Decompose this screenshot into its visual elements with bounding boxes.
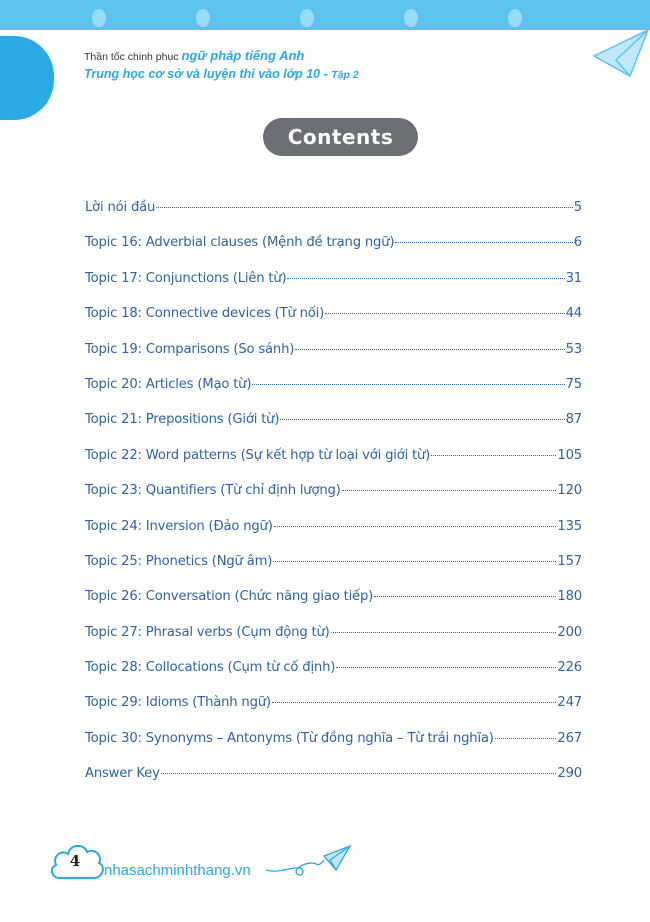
- toc-entry[interactable]: [85, 695, 582, 730]
- toc-entry-title: Topic 27: Phrasal verbs (Cụm động từ): [85, 624, 330, 640]
- toc-entry-page: 157: [557, 553, 582, 569]
- toc-entry-page: 267: [557, 730, 582, 746]
- toc-entry-title: Topic 22: Word patterns (Sự kết hợp từ loại với giới từ): [85, 447, 431, 463]
- toc-leader-dots: [156, 207, 573, 208]
- toc-leader-dots: [161, 773, 557, 774]
- book-title-line1: [84, 48, 304, 63]
- toc-entry-page: 226: [557, 660, 582, 676]
- toc-entry-title: Topic 26: Conversation (Chức năng giao tiếp): [85, 589, 374, 605]
- book-volume: Tập 2: [331, 69, 359, 81]
- toc-entry-title: Topic 20: Articles (Mạo từ): [85, 376, 252, 392]
- toc-leader-dots: [287, 278, 564, 279]
- toc-entry[interactable]: [85, 766, 582, 801]
- toc-entry[interactable]: [85, 306, 582, 341]
- book-subtitle: Trung học cơ sở và luyện thi vào lớp 10 -: [84, 67, 332, 81]
- paper-plane-icon: [590, 26, 650, 82]
- toc-entry-page: 75: [565, 376, 582, 392]
- toc-entry[interactable]: [85, 377, 582, 412]
- toc-leader-dots: [280, 419, 564, 420]
- toc-entry-page: 290: [557, 766, 582, 782]
- toc-entry[interactable]: [85, 342, 582, 377]
- toc-entry-title: Topic 19: Comparisons (So sánh): [85, 341, 295, 357]
- toc-entry[interactable]: [85, 731, 582, 766]
- toc-leader-dots: [374, 596, 556, 597]
- toc-entry-page: 6: [573, 235, 582, 251]
- toc-entry-title: Topic 25: Phonetics (Ngữ âm): [85, 553, 273, 569]
- toc-entry-title: Topic 30: Synonyms – Antonyms (Từ đồng nghĩa – Từ trái nghĩa): [85, 730, 494, 746]
- toc-entry-page: 53: [565, 341, 582, 357]
- toc-leader-dots: [252, 384, 564, 385]
- toc-entry[interactable]: [85, 200, 582, 235]
- toc-entry-page: 87: [565, 412, 582, 428]
- toc-leader-dots: [431, 455, 556, 456]
- toc-leader-dots: [295, 349, 564, 350]
- toc-leader-dots: [395, 242, 573, 243]
- website-link[interactable]: nhasachminhthang.vn: [104, 862, 251, 879]
- toc-leader-dots: [336, 667, 556, 668]
- toc-entry-title: Topic 17: Conjunctions (Liên từ): [85, 270, 287, 286]
- toc-entry-title: Topic 21: Prepositions (Giới từ): [85, 412, 280, 428]
- page-number: 4: [69, 852, 81, 870]
- toc-entry-page: 31: [565, 270, 582, 286]
- toc-entry-page: 5: [573, 200, 582, 215]
- toc-entry[interactable]: [85, 589, 582, 624]
- toc-entry[interactable]: [85, 235, 582, 270]
- left-decorative-tab: [0, 36, 54, 120]
- toc-entry-title: Topic 18: Connective devices (Từ nối): [85, 306, 325, 322]
- toc-leader-dots: [325, 313, 565, 314]
- toc-entry-title: Answer Key: [85, 766, 160, 782]
- toc-entry[interactable]: [85, 660, 582, 695]
- toc-entry[interactable]: [85, 519, 582, 554]
- toc-leader-dots: [272, 702, 557, 703]
- toc-entry-title: Topic 23: Quantifiers (Từ chỉ định lượng): [85, 483, 341, 499]
- table-of-contents: [85, 200, 582, 802]
- toc-leader-dots: [495, 738, 557, 739]
- toc-entry-page: 180: [557, 589, 582, 605]
- toc-leader-dots: [342, 490, 557, 491]
- toc-entry[interactable]: [85, 271, 582, 306]
- toc-entry-title: Topic 28: Collocations (Cụm từ cố định): [85, 660, 336, 676]
- book-title-line2: [84, 67, 359, 81]
- toc-entry-page: 247: [557, 695, 582, 711]
- toc-leader-dots: [274, 526, 557, 527]
- toc-entry-page: 105: [557, 447, 582, 463]
- toc-entry[interactable]: [85, 483, 582, 518]
- toc-entry-page: 44: [565, 306, 582, 322]
- toc-entry-title: Topic 29: Idioms (Thành ngữ): [85, 695, 271, 711]
- toc-leader-dots: [331, 632, 557, 633]
- toc-entry[interactable]: [85, 554, 582, 589]
- paper-plane-icon: [264, 842, 354, 882]
- toc-entry-title: Topic 16: Adverbial clauses (Mệnh đề trạng ngữ): [85, 235, 395, 251]
- toc-entry-title: Lời nói đầu: [85, 200, 156, 215]
- toc-entry[interactable]: [85, 625, 582, 660]
- toc-entry-page: 200: [557, 624, 582, 640]
- toc-entry-page: 120: [557, 483, 582, 499]
- toc-entry-title: Topic 24: Inversion (Đảo ngữ): [85, 518, 273, 534]
- book-title-prefix: Thần tốc chinh phục: [84, 51, 182, 63]
- page-title: Contents: [263, 118, 418, 156]
- toc-entry[interactable]: [85, 412, 582, 447]
- toc-leader-dots: [273, 561, 556, 562]
- toc-entry-page: 135: [557, 518, 582, 534]
- top-banner-dots: [0, 0, 650, 30]
- book-title-accent: ngữ pháp tiếng Anh: [181, 48, 305, 63]
- toc-entry[interactable]: [85, 448, 582, 483]
